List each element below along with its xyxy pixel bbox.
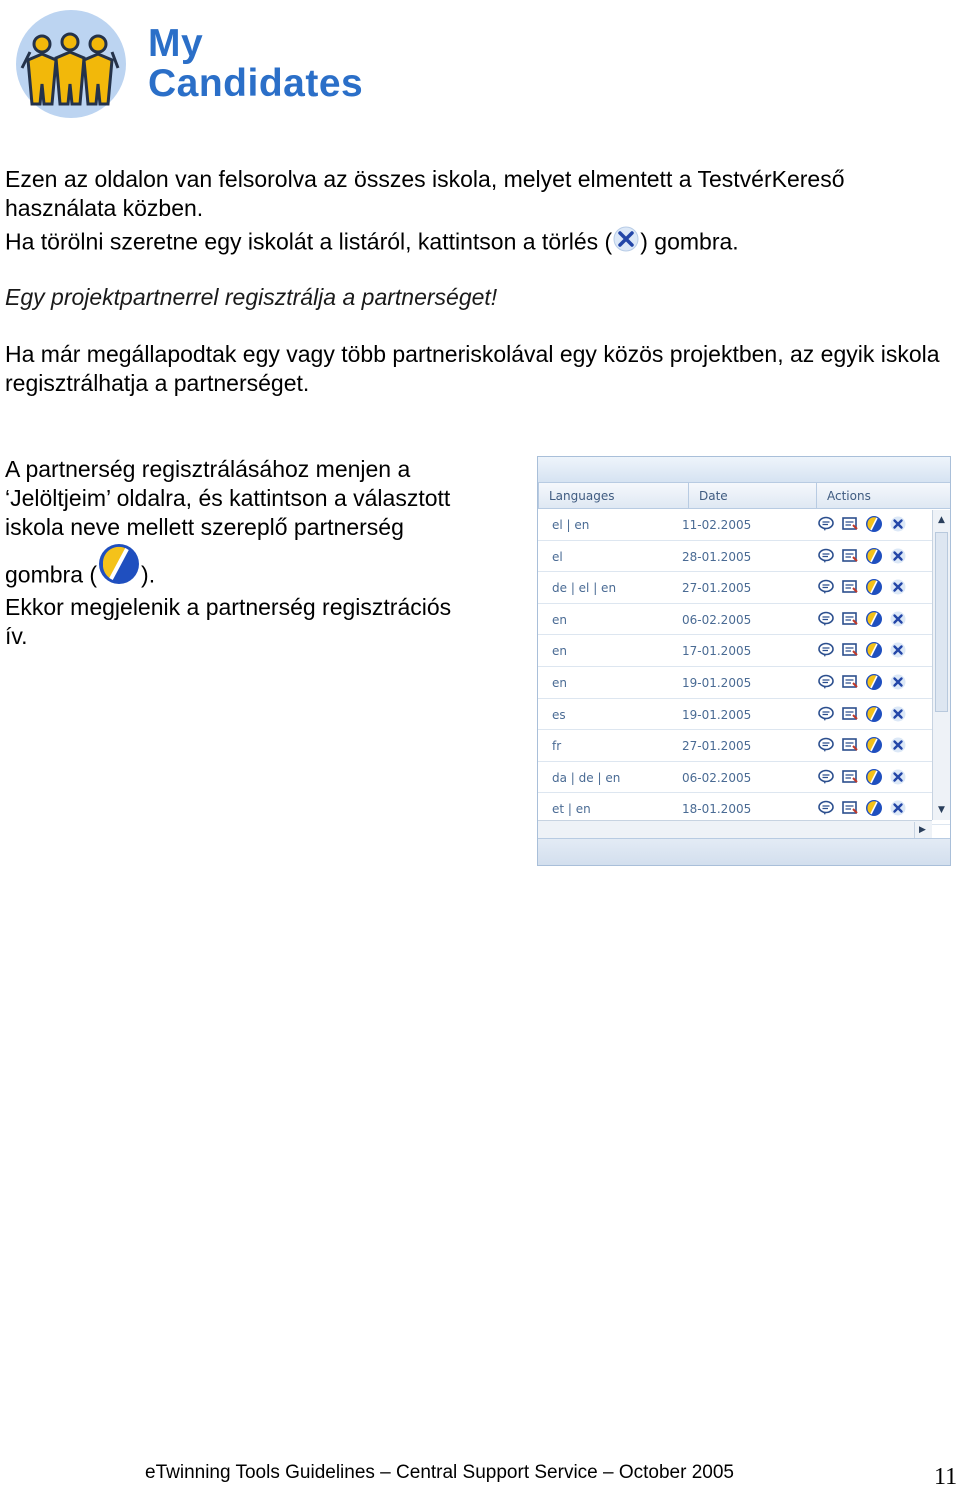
edit-icon[interactable] — [841, 799, 859, 820]
partnership-icon[interactable] — [865, 547, 883, 568]
row-languages: el — [552, 549, 563, 564]
partnership-line-1: A partnerség regisztrálásához menjen a — [5, 456, 411, 482]
delete-icon[interactable] — [889, 547, 907, 568]
edit-icon[interactable] — [841, 515, 859, 536]
partnership-line-3: iskola neve mellett szereplő partnerség — [5, 514, 404, 540]
row-languages: en — [552, 612, 567, 627]
delete-icon[interactable] — [889, 641, 907, 662]
scroll-up-icon[interactable]: ▲ — [938, 515, 945, 525]
intro-paragraph: Ezen az oldalon van felsorolva az összes iskola, melyet elmentett a TestvérKereső használata közben. — [5, 166, 845, 221]
row-date: 19-01.2005 — [682, 675, 752, 690]
agreement-paragraph: Ha már megállapodtak egy vagy több partneriskolával egy közös projektben, az egyik iskola regisztrálhatja a partnerséget. — [5, 341, 940, 396]
row-date: 18-01.2005 — [682, 802, 752, 817]
candidates-table-screenshot — [537, 456, 951, 866]
partnership-line-2: ‘Jelöltjeim’ oldalra, és kattintson a választott — [5, 485, 451, 511]
delete-icon[interactable] — [889, 799, 907, 820]
delete-icon — [612, 226, 640, 261]
horizontal-scrollbar[interactable] — [538, 820, 932, 838]
partnership-line-6: ív. — [5, 623, 28, 649]
edit-icon[interactable] — [841, 578, 859, 599]
delete-instruction-before: Ha törölni szeretne egy iskolát a listáról, kattintson a törlés ( — [5, 228, 613, 255]
delete-icon[interactable] — [889, 768, 907, 789]
row-actions — [817, 610, 907, 631]
table-row — [538, 541, 950, 573]
row-date: 17-01.2005 — [682, 644, 752, 659]
row-actions — [817, 799, 907, 820]
table-row — [538, 604, 950, 636]
row-actions — [817, 736, 907, 757]
table-row — [538, 572, 950, 604]
partnership-line-4-before: gombra ( — [5, 561, 98, 588]
edit-icon[interactable] — [841, 610, 859, 631]
edit-icon[interactable] — [841, 705, 859, 726]
partnership-icon[interactable] — [865, 673, 883, 694]
row-actions — [817, 768, 907, 789]
partnership-icon[interactable] — [865, 736, 883, 757]
edit-icon[interactable] — [841, 768, 859, 789]
delete-instruction — [5, 226, 739, 261]
logo — [14, 8, 374, 120]
header-actions: Actions — [816, 483, 934, 509]
header-languages[interactable]: Languages — [538, 483, 688, 509]
partnership-icon — [97, 542, 141, 593]
partnership-icon[interactable] — [865, 610, 883, 631]
row-actions — [817, 673, 907, 694]
message-icon[interactable] — [817, 547, 835, 568]
edit-icon[interactable] — [841, 547, 859, 568]
logo-people-icon — [14, 8, 144, 120]
partnership-line-5: Ekkor megjelenik a partnerség regisztrációs — [5, 594, 452, 620]
partnership-line-4 — [5, 560, 525, 593]
row-date: 19-01.2005 — [682, 707, 752, 722]
row-actions — [817, 515, 907, 536]
delete-icon[interactable] — [889, 673, 907, 694]
scroll-down-icon[interactable]: ▼ — [938, 805, 945, 815]
partnership-line-4-after: ). — [141, 561, 156, 588]
row-date: 06-02.2005 — [682, 612, 752, 627]
row-actions — [817, 705, 907, 726]
table-row — [538, 667, 950, 699]
row-languages: da | de | en — [552, 770, 621, 785]
row-languages: et | en — [552, 802, 591, 817]
message-icon[interactable] — [817, 768, 835, 789]
partnership-instruction — [5, 455, 525, 651]
row-languages: en — [552, 675, 567, 690]
delete-icon[interactable] — [889, 705, 907, 726]
row-languages: el | en — [552, 518, 590, 532]
page-footer: eTwinning Tools Guidelines – Central Support Service – October 2005 — [145, 1462, 734, 1483]
table-body — [538, 509, 950, 825]
partnership-icon[interactable] — [865, 799, 883, 820]
logo-line-my: My — [148, 22, 204, 65]
table-row — [538, 635, 950, 667]
message-icon[interactable] — [817, 610, 835, 631]
table-row — [538, 509, 950, 541]
vertical-scrollbar[interactable] — [932, 510, 950, 820]
scroll-thumb[interactable] — [935, 532, 948, 712]
scroll-right-icon[interactable]: ▶ — [914, 822, 930, 838]
partnership-icon[interactable] — [865, 578, 883, 599]
row-date: 27-01.2005 — [682, 739, 752, 754]
row-languages: en — [552, 644, 567, 659]
row-languages: de | el | en — [552, 581, 617, 596]
message-icon[interactable] — [817, 578, 835, 599]
header-date[interactable]: Date — [688, 483, 816, 509]
delete-icon[interactable] — [889, 610, 907, 631]
partnership-icon[interactable] — [865, 641, 883, 662]
table-row — [538, 699, 950, 731]
row-actions — [817, 547, 907, 568]
message-icon[interactable] — [817, 736, 835, 757]
delete-icon[interactable] — [889, 515, 907, 536]
message-icon[interactable] — [817, 641, 835, 662]
row-actions — [817, 641, 907, 662]
table-header — [538, 483, 950, 509]
message-icon[interactable] — [817, 673, 835, 694]
row-date: 06-02.2005 — [682, 770, 752, 785]
message-icon[interactable] — [817, 705, 835, 726]
logo-line-candidates: Candidates — [148, 62, 364, 105]
edit-icon[interactable] — [841, 673, 859, 694]
row-languages: es — [552, 707, 566, 722]
delete-icon[interactable] — [889, 736, 907, 757]
table-footer — [538, 838, 950, 865]
table-row — [538, 730, 950, 762]
partnership-icon[interactable] — [865, 515, 883, 536]
logo-title — [148, 24, 363, 104]
page-number: 11 — [934, 1464, 958, 1490]
edit-icon[interactable] — [841, 641, 859, 662]
message-icon[interactable] — [817, 799, 835, 820]
delete-instruction-after: ) gombra. — [640, 228, 739, 255]
row-actions — [817, 578, 907, 599]
row-languages: fr — [552, 739, 562, 754]
row-date: 11-02.2005 — [682, 518, 752, 532]
partnership-icon[interactable] — [865, 768, 883, 789]
table-row — [538, 762, 950, 794]
section-heading: Egy projektpartnerrel regisztrálja a partnerséget! — [5, 284, 498, 310]
edit-icon[interactable] — [841, 736, 859, 757]
delete-icon[interactable] — [889, 578, 907, 599]
message-icon[interactable] — [817, 515, 835, 536]
partnership-icon[interactable] — [865, 705, 883, 726]
row-date: 27-01.2005 — [682, 581, 752, 596]
table-toolbar — [538, 457, 950, 483]
row-date: 28-01.2005 — [682, 549, 752, 564]
